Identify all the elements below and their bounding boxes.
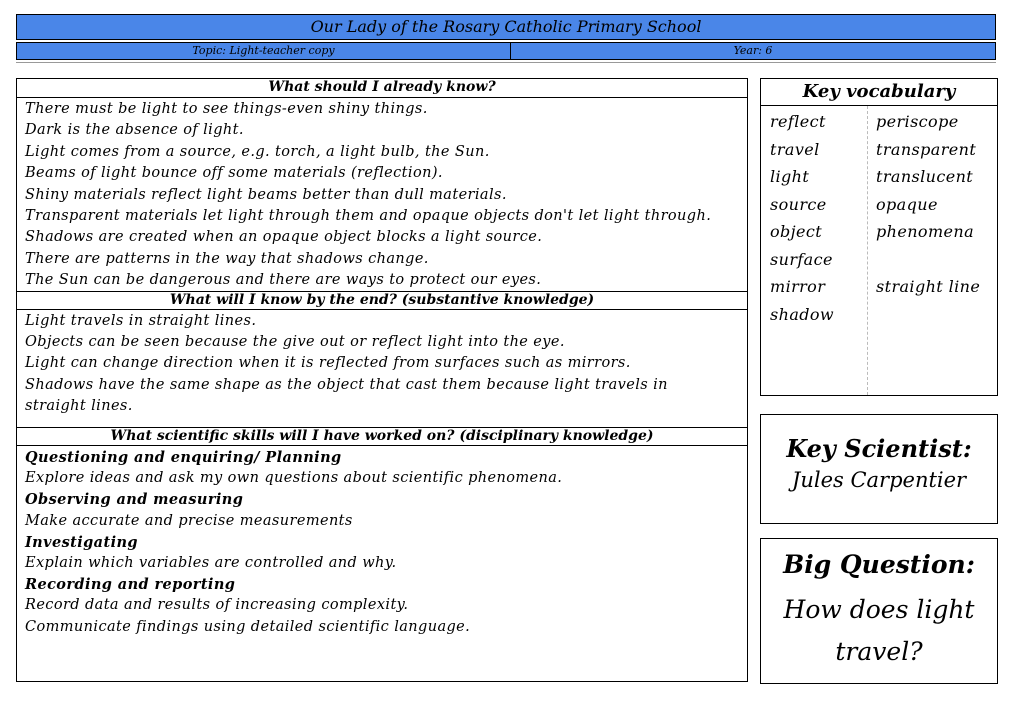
list-item: There must be light to see things-even shiny things. bbox=[25, 101, 428, 117]
list-item: Shadows have the same shape as the object that cast them because light travels in straight lines. bbox=[25, 376, 668, 414]
key-scientist-name: Jules Carpentier bbox=[791, 468, 967, 492]
school-title: Our Lady of the Rosary Catholic Primary School bbox=[16, 14, 996, 40]
list-item: Explore ideas and ask my own questions about scientific phenomena. bbox=[25, 470, 563, 487]
vocab-word: transparent bbox=[876, 139, 977, 159]
list-item: Transparent materials let light through them and opaque objects don't let light through. bbox=[25, 208, 712, 225]
list-item: Light travels in straight lines. bbox=[25, 313, 257, 329]
big-question-text: How does light travel? bbox=[783, 595, 975, 666]
list-item: Shiny materials reflect light beams better than dull materials. bbox=[25, 186, 507, 203]
skills-heading: What scientific skills will I have worked on? (disciplinary knowledge) bbox=[17, 427, 747, 446]
vocab-word: shadow bbox=[770, 304, 835, 324]
knowledge-panel bbox=[16, 78, 748, 682]
vocab-word bbox=[876, 246, 997, 274]
vocab-word: light bbox=[770, 167, 810, 186]
vocab-word: periscope bbox=[876, 112, 959, 131]
list-item: There are patterns in the way that shadows change. bbox=[25, 250, 429, 267]
vocabulary-column-left bbox=[761, 106, 868, 395]
topic-year-row bbox=[16, 42, 996, 60]
key-vocabulary-box bbox=[760, 78, 998, 396]
list-item: Communicate findings using detailed scientific language. bbox=[25, 618, 471, 635]
year-label: Year: 6 bbox=[733, 44, 773, 57]
know-by-end-list bbox=[25, 311, 745, 417]
vocab-word: mirror bbox=[770, 277, 826, 296]
vocabulary-heading: Key vocabulary bbox=[761, 79, 997, 106]
list-item: Explain which variables are controlled and why. bbox=[25, 555, 397, 572]
vocab-word: straight line bbox=[876, 277, 981, 296]
vocab-word: travel bbox=[770, 139, 820, 159]
already-know-heading: What should I already know? bbox=[17, 79, 747, 98]
vocabulary-column-right bbox=[868, 106, 997, 395]
skill-group-title: Questioning and enquiring/ Planning bbox=[25, 449, 342, 466]
vocab-word: reflect bbox=[770, 112, 826, 131]
know-by-end-heading: What will I know by the end? (substantive knowledge) bbox=[17, 291, 747, 310]
key-scientist-box bbox=[760, 414, 998, 524]
list-item: Record data and results of increasing complexity. bbox=[25, 597, 409, 614]
list-item: Light can change direction when it is reflected from surfaces such as mirrors. bbox=[25, 355, 631, 372]
list-item: Beams of light bounce off some materials (reflection). bbox=[25, 165, 443, 182]
skill-group-title: Observing and measuring bbox=[25, 491, 244, 509]
vocab-word: opaque bbox=[876, 194, 938, 214]
list-item: The Sun can be dangerous and there are ways to protect our eyes. bbox=[25, 272, 542, 289]
list-item: Make accurate and precise measurements bbox=[25, 512, 353, 529]
list-item: Light comes from a source, e.g. torch, a light bulb, the Sun. bbox=[25, 143, 490, 160]
big-question-box bbox=[760, 538, 998, 684]
vocab-word: translucent bbox=[876, 167, 974, 186]
vocab-word: phenomena bbox=[876, 222, 975, 241]
vocab-word: object bbox=[770, 222, 823, 241]
skills-list bbox=[25, 447, 745, 638]
divider bbox=[16, 62, 996, 63]
already-know-list bbox=[25, 99, 745, 292]
big-question-heading: Big Question: bbox=[783, 550, 975, 579]
list-item: Dark is the absence of light. bbox=[25, 122, 244, 139]
list-item: Objects can be seen because the give out or reflect light into the eye. bbox=[25, 334, 565, 351]
vocab-word: source bbox=[770, 194, 827, 214]
key-scientist-heading: Key Scientist: bbox=[786, 434, 972, 463]
skill-group-title: Investigating bbox=[25, 533, 138, 551]
topic-label: Topic: Light-teacher copy bbox=[17, 43, 511, 59]
list-item: Shadows are created when an opaque object blocks a light source. bbox=[25, 229, 543, 246]
skill-group-title: Recording and reporting bbox=[25, 576, 236, 594]
vocab-word: surface bbox=[770, 249, 833, 269]
